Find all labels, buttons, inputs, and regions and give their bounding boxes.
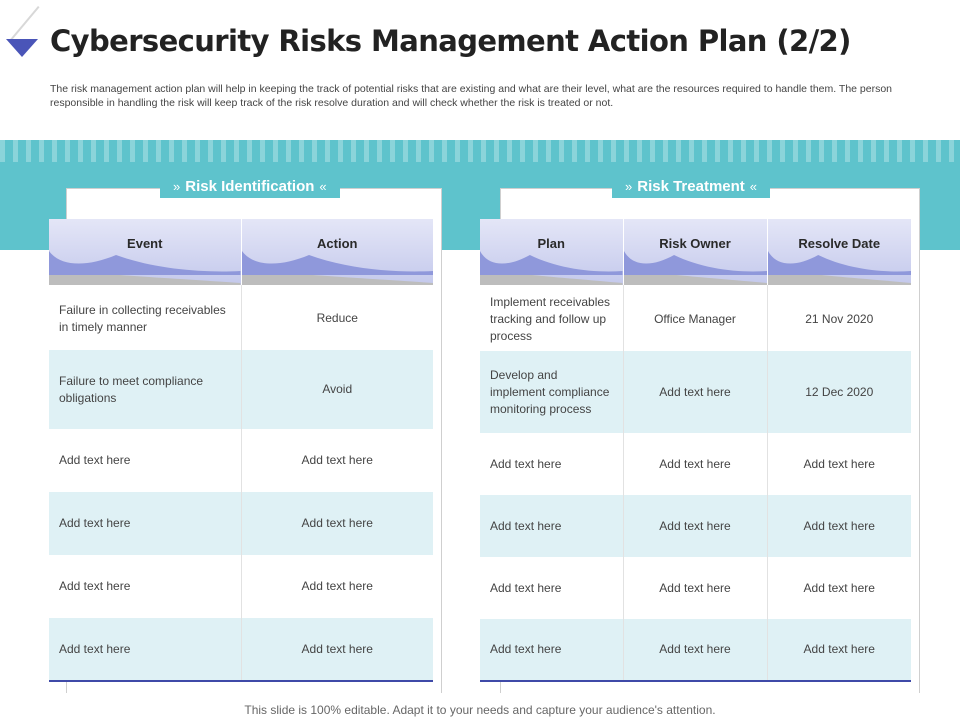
corner-decoration-line bbox=[10, 6, 40, 41]
table-cell: Add text here bbox=[623, 351, 767, 433]
column-header-risk-owner: Risk Owner bbox=[623, 219, 767, 285]
column-header-plan: Plan bbox=[480, 219, 623, 285]
column-header-resolve-date: Resolve Date bbox=[767, 219, 911, 285]
table-cell: Office Manager bbox=[623, 287, 767, 351]
double-chevron-left-icon: « bbox=[319, 179, 327, 194]
double-chevron-left-icon: « bbox=[749, 179, 758, 194]
table-cell: Implement receivables tracking and follow up process bbox=[480, 287, 623, 351]
double-chevron-right-icon: » bbox=[625, 179, 633, 194]
section-label-text: Risk Treatment bbox=[637, 178, 745, 195]
header-wave-decoration bbox=[624, 245, 767, 285]
table-row bbox=[480, 351, 911, 433]
risk-identification-table bbox=[49, 219, 433, 682]
table-cell: Add text here bbox=[767, 495, 911, 557]
table-cell: Add text here bbox=[301, 453, 373, 467]
table-cell: Add text here bbox=[301, 579, 373, 593]
table-cell: Failure to meet compliance obligations bbox=[49, 350, 241, 429]
table-cell: Add text here bbox=[49, 429, 241, 492]
table-cell: Add text here bbox=[49, 555, 241, 618]
slide-footer: This slide is 100% editable. Adapt it to your needs and capture your audience's attention. bbox=[244, 703, 716, 717]
table-row bbox=[480, 557, 911, 619]
table-header-row bbox=[49, 219, 433, 285]
table-cell: 21 Nov 2020 bbox=[805, 311, 874, 326]
table-cell: Add text here bbox=[49, 618, 241, 681]
table-row bbox=[480, 619, 911, 681]
table-cell: Add text here bbox=[241, 618, 433, 681]
risk-treatment-table bbox=[480, 219, 911, 682]
column-header-action: Action bbox=[241, 219, 433, 285]
header-wave-decoration bbox=[49, 245, 241, 285]
table-cell: Avoid bbox=[241, 350, 433, 429]
table-row bbox=[480, 495, 911, 557]
table-cell: Add text here bbox=[241, 492, 433, 555]
column-header-event: Event bbox=[49, 219, 241, 285]
table-row bbox=[49, 429, 433, 492]
table-cell: Add text here bbox=[480, 557, 623, 619]
slide-description: The risk management action plan will help in keeping the track of potential risks that are existing and what are their level, what are the resources required to handle them. The person responsible in handling the risk will keep track of the risk resolve duration and will check whether the risk is treated or not. bbox=[50, 83, 893, 109]
table-cell: Add text here bbox=[623, 557, 767, 619]
risk-treatment-heading bbox=[612, 176, 770, 198]
triangle-down-icon bbox=[6, 39, 38, 57]
teal-band-pattern bbox=[0, 140, 960, 162]
header-wave-decoration bbox=[242, 245, 434, 285]
table-cell: Add text here bbox=[623, 433, 767, 495]
table-cell: Add text here bbox=[803, 456, 875, 471]
table-header-row bbox=[480, 219, 911, 285]
risk-identification-heading bbox=[160, 176, 340, 198]
table-row bbox=[49, 618, 433, 681]
section-label-text: Risk Identification bbox=[185, 178, 315, 195]
table-cell: Add text here bbox=[480, 619, 623, 681]
table-cell: Add text here bbox=[480, 495, 623, 557]
double-chevron-right-icon: » bbox=[173, 179, 181, 194]
table-cell: Failure in collecting receivables in timely manner bbox=[49, 287, 241, 350]
table-cell: Add text here bbox=[767, 619, 911, 681]
table-cell: Add text here bbox=[49, 492, 241, 555]
table-cell: 12 Dec 2020 bbox=[767, 351, 911, 433]
header-wave-decoration bbox=[480, 245, 623, 285]
table-row bbox=[480, 287, 911, 351]
table-row bbox=[49, 555, 433, 618]
table-row bbox=[49, 492, 433, 555]
slide-title: Cybersecurity Risks Management Action Plan (2/2) bbox=[50, 24, 851, 58]
table-cell: Add text here bbox=[803, 580, 875, 595]
table-cell: Add text here bbox=[623, 495, 767, 557]
table-row bbox=[49, 350, 433, 429]
table-cell: Develop and implement compliance monitoring process bbox=[480, 351, 623, 433]
table-row bbox=[49, 287, 433, 350]
table-row bbox=[480, 433, 911, 495]
table-cell: Add text here bbox=[480, 433, 623, 495]
table-cell: Add text here bbox=[623, 619, 767, 681]
table-cell: Reduce bbox=[316, 311, 358, 325]
header-wave-decoration bbox=[768, 245, 912, 285]
